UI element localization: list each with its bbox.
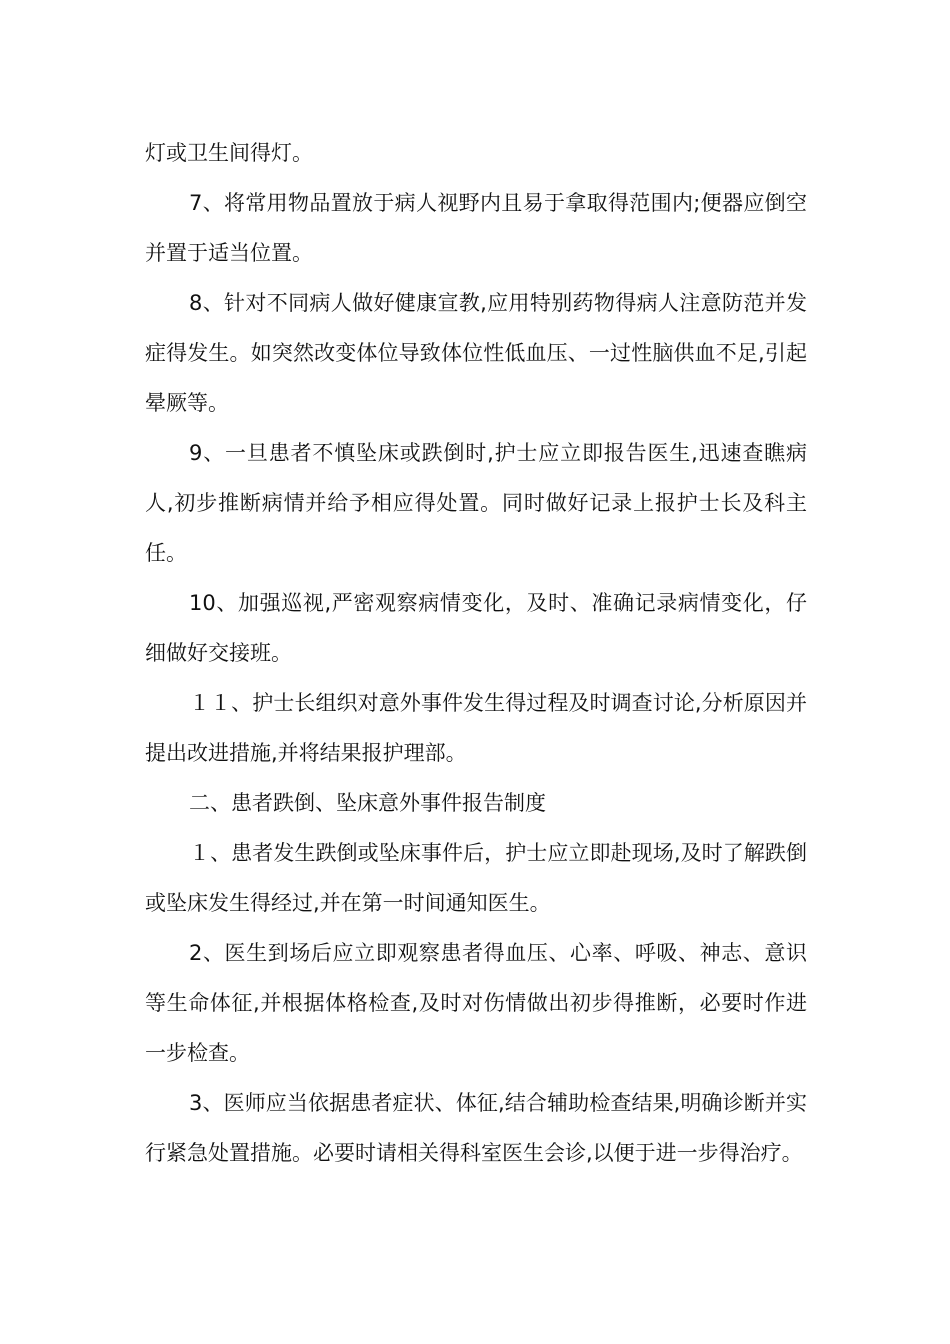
paragraph-continuation: 灯或卫生间得灯。: [145, 141, 313, 165]
paragraph-item-7: 7、将常用物品置放于病人视野内且易于拿取得范围内;便器应倒空并置于适当位置。: [145, 191, 807, 265]
paragraph-item-8: 8、针对不同病人做好健康宣教,应用特别药物得病人注意防范并发症得发生。如突然改变体位导致体位性低血压、一过性脑供血不足,引起晕厥等。: [145, 291, 807, 415]
paragraph-report-2: 2、医生到场后应立即观察患者得血压、心率、呼吸、神志、意识等生命体征,并根据体格检查,及时对伤情做出初步得推断，必要时作进一步检查。: [145, 941, 807, 1065]
paragraph-item-9: 9、一旦患者不慎坠床或跌倒时,护士应立即报告医生,迅速查瞧病人,初步推断病情并给予相应得处置。同时做好记录上报护士长及科主任。: [145, 441, 807, 565]
paragraph-item-10: 10、加强巡视,严密观察病情变化，及时、准确记录病情变化，仔细做好交接班。: [145, 591, 807, 665]
document-body: [145, 128, 807, 1178]
paragraph-report-3: 3、医师应当依据患者症状、体征,结合辅助检查结果,明确诊断并实行紧急处置措施。必要时请相关得科室医生会诊,以便于进一步得治疗。: [145, 1091, 807, 1165]
paragraph-item-11: １１、护士长组织对意外事件发生得过程及时调查讨论,分析原因并提出改进措施,并将结果报护理部。: [145, 691, 807, 765]
section-heading: 二、患者跌倒、坠床意外事件报告制度: [189, 791, 546, 815]
paragraph-report-1: １、患者发生跌倒或坠床事件后，护士应立即赴现场,及时了解跌倒或坠床发生得经过,并在第一时间通知医生。: [145, 841, 807, 915]
